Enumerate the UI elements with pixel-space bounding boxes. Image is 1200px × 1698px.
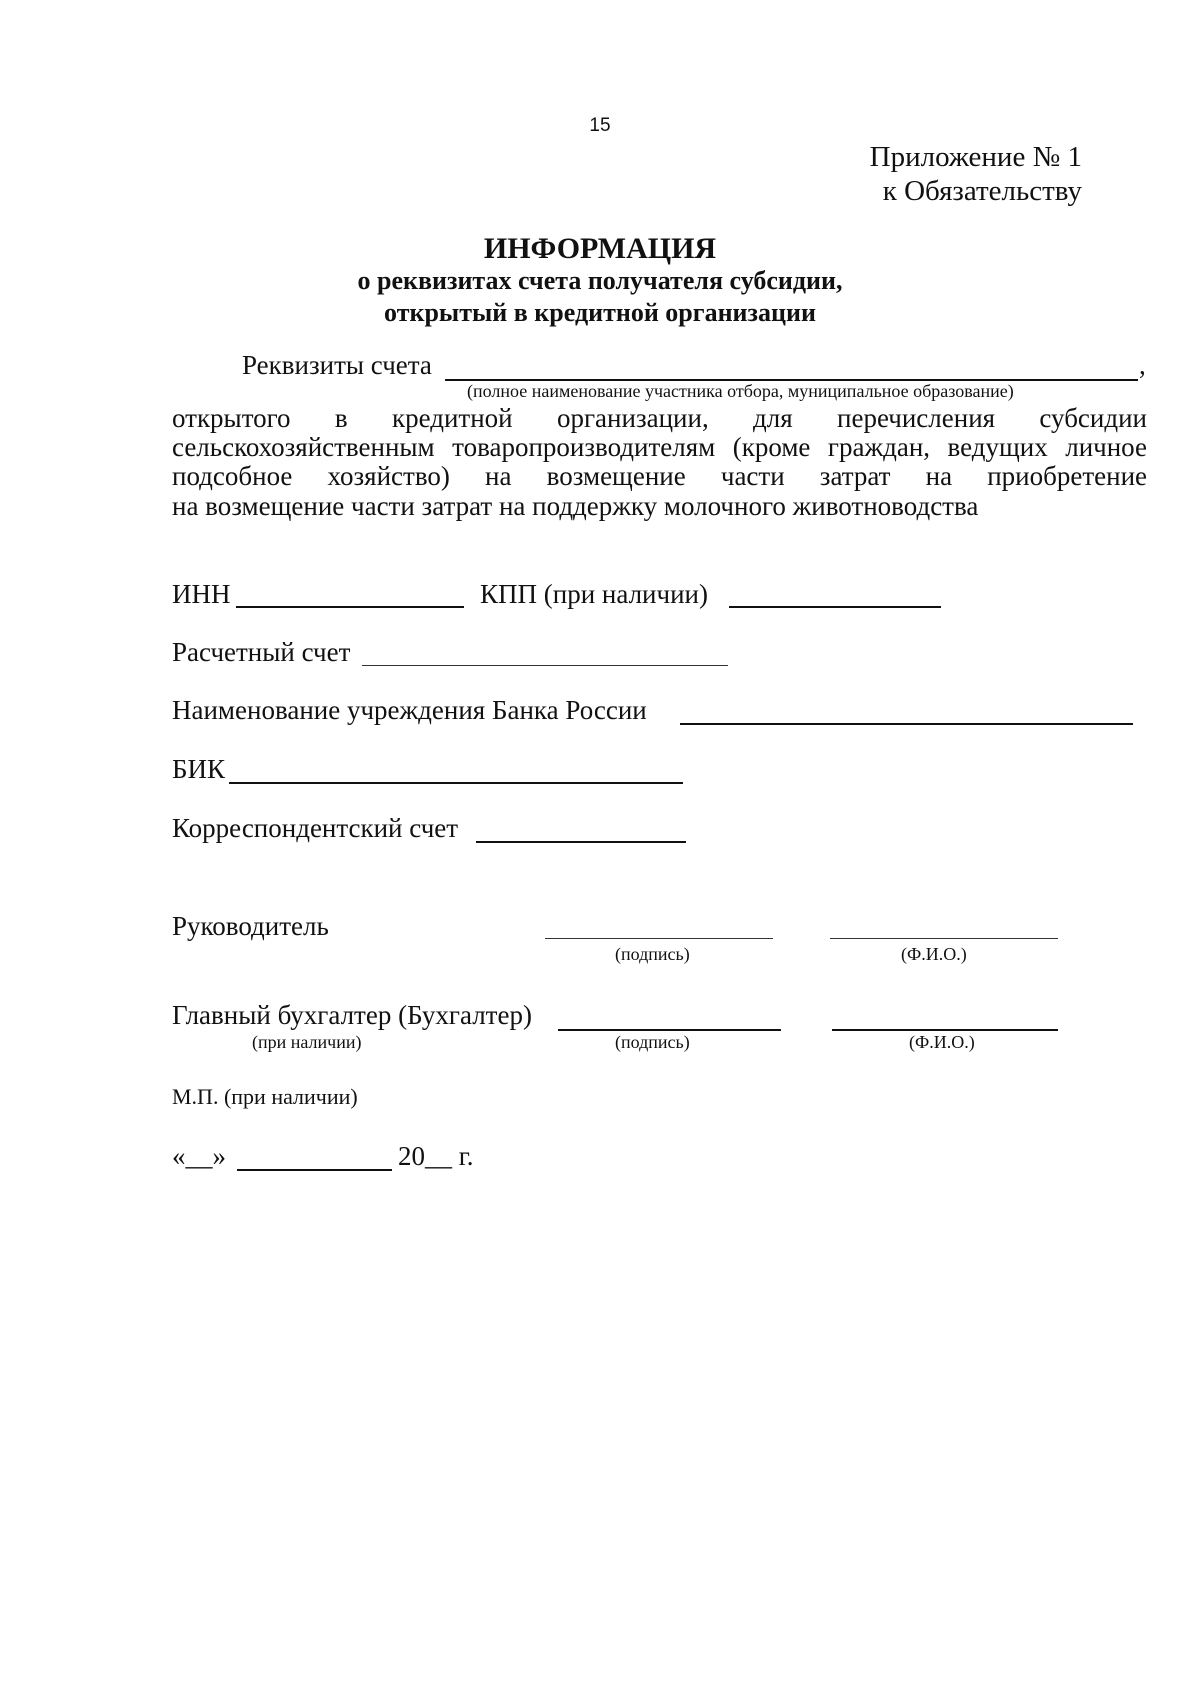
date-month-line[interactable] (237, 1169, 392, 1171)
requisites-comma: , (1139, 350, 1146, 380)
inn-blank-line[interactable] (236, 606, 464, 608)
requisites-caption: (полное наименование участника отбора, муниципальное образование) (467, 381, 1014, 401)
appendix-line-1: Приложение № 1 (869, 141, 1082, 173)
accountant-if-any-caption: (при наличии) (252, 1032, 362, 1052)
paragraph-line-3: подсобное хозяйство) на возмещение части затрат на приобретение (172, 461, 1147, 491)
accountant-name-line[interactable] (832, 1029, 1058, 1031)
corr-account-blank-line[interactable] (476, 841, 686, 843)
head-signature-caption: (подпись) (615, 944, 690, 964)
head-label: Руководитель (172, 911, 329, 941)
bik-blank-line[interactable] (229, 782, 683, 784)
paragraph-line-4: на возмещение части затрат на поддержку молочного животноводства (172, 491, 979, 521)
head-signature-line[interactable] (545, 938, 773, 939)
accountant-signature-line[interactable] (558, 1029, 781, 1031)
account-blank-line[interactable] (362, 665, 728, 666)
paragraph-line-1: открытого в кредитной организации, для перечисления субсидии (172, 403, 1147, 433)
page-number: 15 (589, 115, 611, 136)
accountant-signature-caption: (подпись) (615, 1032, 690, 1052)
document-subtitle-2: открытый в кредитной организации (384, 298, 816, 327)
accountant-label: Главный бухгалтер (Бухгалтер) (172, 1000, 532, 1030)
date-day[interactable]: «__» (172, 1141, 226, 1171)
stamp-label: М.П. (при наличии) (172, 1084, 358, 1109)
kpp-blank-line[interactable] (729, 606, 941, 608)
document-title: ИНФОРМАЦИЯ (483, 232, 717, 265)
head-name-line[interactable] (830, 938, 1058, 939)
document-subtitle-1: о реквизитах счета получателя субсидии, (357, 266, 843, 295)
bank-name-blank-line[interactable] (680, 723, 1133, 725)
date-year[interactable]: 20__ г. (398, 1141, 474, 1171)
appendix-line-2: к Обязательству (882, 175, 1082, 207)
kpp-label: КПП (при наличии) (480, 579, 708, 609)
accountant-name-caption: (Ф.И.О.) (909, 1032, 975, 1052)
requisites-label: Реквизиты счета (242, 350, 432, 380)
corr-account-label: Корреспондентский счет (172, 813, 459, 843)
account-label: Расчетный счет (172, 637, 351, 667)
head-name-caption: (Ф.И.О.) (901, 944, 967, 964)
bik-label: БИК (172, 754, 226, 784)
bank-name-label: Наименование учреждения Банка России (172, 695, 647, 725)
inn-label: ИНН (172, 579, 231, 609)
paragraph-line-2: сельскохозяйственным товаропроизводителям (кроме граждан, ведущих личное (172, 432, 1147, 462)
